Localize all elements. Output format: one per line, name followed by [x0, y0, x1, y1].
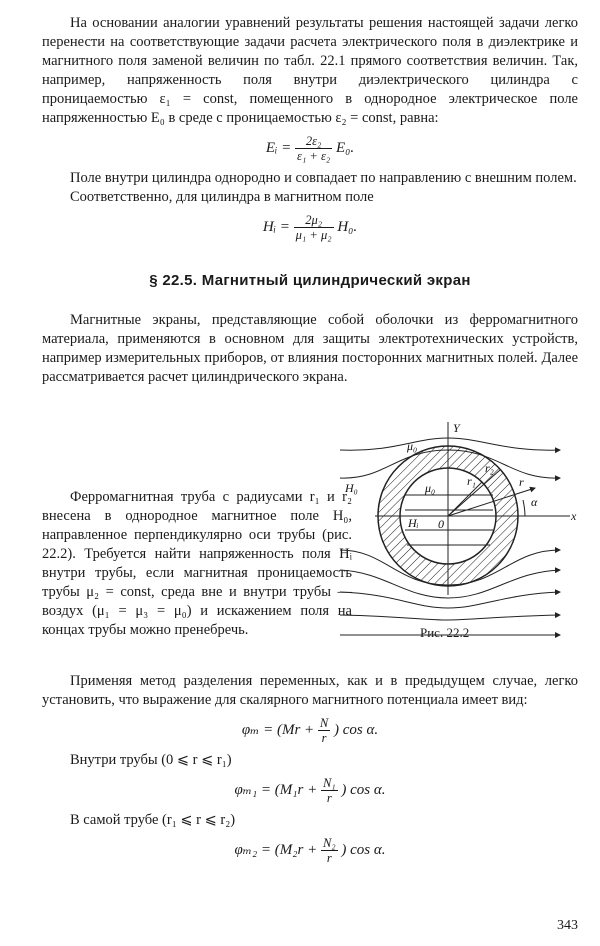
- formula-e-num: 2ε₂: [295, 134, 332, 149]
- formula-e-den: ε₁ + ε₂: [297, 149, 331, 163]
- body-paragraph-4: Внутри трубы (0 ⩽ r ⩽ r₁): [70, 752, 232, 768]
- formula-phi2-fraction: [321, 836, 338, 865]
- formula-h-fraction: [294, 213, 334, 242]
- label-mu0-inner: μ₀: [425, 481, 436, 495]
- formula-h-num: 2μ₂: [294, 213, 334, 228]
- formula-phi-den: r: [321, 731, 327, 745]
- formula-phi1-fraction: [321, 776, 338, 805]
- label-h0: H₀: [345, 481, 358, 495]
- formula-phi-num: N: [319, 716, 329, 730]
- page-number: 343: [557, 918, 578, 933]
- label-alpha: α: [531, 495, 538, 509]
- intro-paragraph-1: На основании аналогии уравнений результаты решения настоящей задачи легко перенести на соответствующие задачи расчета электрического поля в диэлектрике и магнитного поля заменой величин по табл. 22.1 прямого соответствия величин. Так, например, напряженность поля внутри диэлектрического цилиндра с проницаемостью ε₁ = const, помещенного в однородное электрическое поле напряженностью E₀ в среде с проницаемостью ε₂ = const, равна:: [42, 15, 578, 126]
- formula-e: [42, 134, 578, 163]
- formula-phi1: [42, 776, 578, 805]
- formula-phi2: [42, 836, 578, 865]
- formula-e-lhs: Eᵢ =: [265, 139, 292, 156]
- label-r1: r₁: [467, 474, 476, 488]
- formula-phi2-lhs: φₘ₂ = (M₂r +: [234, 841, 318, 858]
- formula-phi2-num: N₂: [322, 836, 336, 850]
- text-block-top: [42, 14, 578, 387]
- body-paragraph-5: В самой трубе (r₁ ⩽ r ⩽ r₂): [70, 812, 236, 828]
- formula-phi-fraction: [318, 716, 330, 745]
- figure-caption: Рис. 22.2: [420, 625, 470, 640]
- label-x-axis: x: [571, 509, 577, 523]
- formula-h-den: μ₁ + μ₂: [295, 228, 332, 242]
- label-hi: Hᵢ: [408, 516, 419, 530]
- formula-phi2-den: r: [326, 851, 332, 865]
- body-paragraph-2: Ферромагнитная труба с радиусами r₁ и r₂ внесена в однородное магнитное поле H₀, направленное перпендикулярно оси трубы (рис. 22.2). Требуется найти напряженность поля Hᵢ внутри трубы, если магнитная проницаемость трубы μ₂ = const, среда вне и внутри трубы — воздух (μ₁ = μ₃ = μ₀) и искажением поля на концах трубы можно пренебречь.: [42, 489, 352, 638]
- intro-paragraph-2: Поле внутри цилиндра однородно и совпадает по направлению с внешним полем.: [70, 170, 577, 186]
- formula-e-rhs: E₀.: [336, 139, 355, 156]
- intro-paragraph-3: Соответственно, для цилиндра в магнитном поле: [70, 189, 374, 205]
- formula-e-fraction: [295, 134, 332, 163]
- label-origin: 0: [438, 517, 444, 531]
- formula-phi-lhs: φₘ = (Mr +: [241, 721, 315, 738]
- formula-phi2-rhs: ) cos α.: [341, 841, 386, 858]
- formula-phi1-den: r: [326, 791, 332, 805]
- formula-phi-rhs: ) cos α.: [334, 721, 379, 738]
- field-line: [340, 615, 560, 620]
- text-block-bottom: [42, 672, 578, 871]
- figure-cylinder-screen: [335, 420, 585, 660]
- formula-phi1-rhs: ) cos α.: [341, 781, 386, 798]
- formula-h: [42, 213, 578, 242]
- formula-phi1-lhs: φₘ₁ = (M₁r +: [234, 781, 318, 798]
- section-title: § 22.5. Магнитный цилиндрический экран: [149, 272, 471, 289]
- formula-phi: [42, 716, 578, 745]
- label-r: r: [519, 475, 524, 489]
- body-paragraph-3: Применяя метод разделения переменных, как и в предыдущем случае, легко установить, что выражение для скалярного магнитного потенциала имеет вид:: [42, 673, 578, 708]
- angle-arc: [523, 500, 525, 516]
- body-paragraph-1: Магнитные экраны, представляющие собой оболочки из ферромагнитного материала, применяются в основном для защиты электротехнических устройств, например измерительных приборов, от влияния посторонних магнитных полей. Далее рассматривается расчет цилиндрического экрана.: [42, 312, 578, 385]
- formula-h-lhs: Hᵢ =: [262, 218, 290, 235]
- label-y-axis: Y: [453, 421, 460, 435]
- label-mu0-outer: μ₀: [407, 439, 418, 453]
- text-block-beside-figure: [42, 488, 352, 640]
- formula-phi1-num: N₁: [322, 776, 336, 790]
- field-line: [340, 592, 560, 608]
- label-r2: r₂: [485, 461, 494, 475]
- formula-h-rhs: H₀.: [337, 218, 358, 235]
